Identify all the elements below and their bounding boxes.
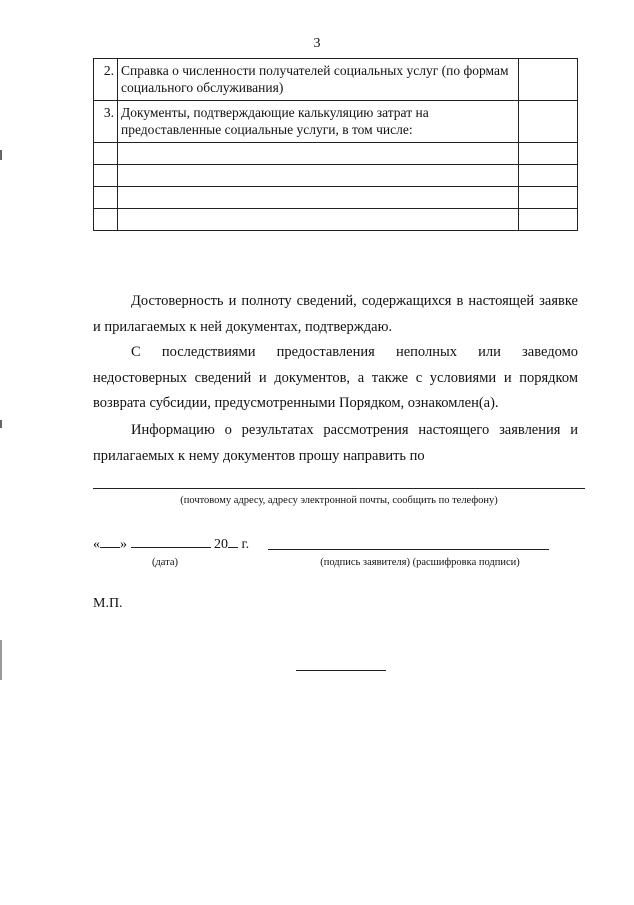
- table-row-empty: [94, 165, 578, 187]
- row-text: Справка о численности получателей социальных услуг (по формам социального обслуживания): [118, 59, 519, 101]
- scan-artifact: [0, 420, 2, 428]
- row-mark-cell: [519, 59, 578, 101]
- quote-open: «: [93, 537, 100, 552]
- row-number: 2.: [94, 59, 118, 101]
- year-suffix: г.: [241, 537, 250, 552]
- scan-artifact: [0, 150, 2, 160]
- certification-paragraph: Достоверность и полноту сведений, содержащихся в настоящей заявке и прилагаемых к ней документах, подтверждаю.: [93, 293, 578, 335]
- quote-close: »: [120, 537, 127, 552]
- signature-caption: (подпись заявителя) (расшифровка подписи): [320, 557, 520, 568]
- page-number: 3: [313, 36, 321, 51]
- scan-artifact: [0, 640, 2, 680]
- table-row-empty: [94, 143, 578, 165]
- documents-table: [93, 58, 578, 231]
- end-separator-line: [296, 670, 386, 671]
- row-number: 3.: [94, 101, 118, 143]
- table-row: [94, 59, 578, 101]
- signature-line: [268, 549, 549, 550]
- table-row-empty: [94, 187, 578, 209]
- year-prefix: 20: [214, 537, 228, 552]
- contact-caption: (почтовому адресу, адресу электронной почты, сообщить по телефону): [180, 495, 498, 506]
- acknowledgement-paragraph: С последствиями предоставления неполных или заведомо недостоверных сведений и документов, а также с условиями и порядком возврата субсидии, предусмотренными Порядком, ознакомлен(а).: [93, 344, 578, 411]
- information-request-paragraph: Информацию о результатах рассмотрения настоящего заявления и прилагаемых к нему документов прошу направить по: [93, 422, 578, 464]
- row-text: Документы, подтверждающие калькуляцию затрат на предоставленные социальные услуги, в том числе:: [118, 101, 519, 143]
- row-mark-cell: [519, 101, 578, 143]
- stamp-label: М.П.: [93, 596, 123, 611]
- contact-fill-line: [93, 488, 585, 489]
- date-caption: (дата): [151, 557, 179, 568]
- date-signature-row: [93, 535, 249, 553]
- table-row-empty: [94, 209, 578, 231]
- table-row: [94, 101, 578, 143]
